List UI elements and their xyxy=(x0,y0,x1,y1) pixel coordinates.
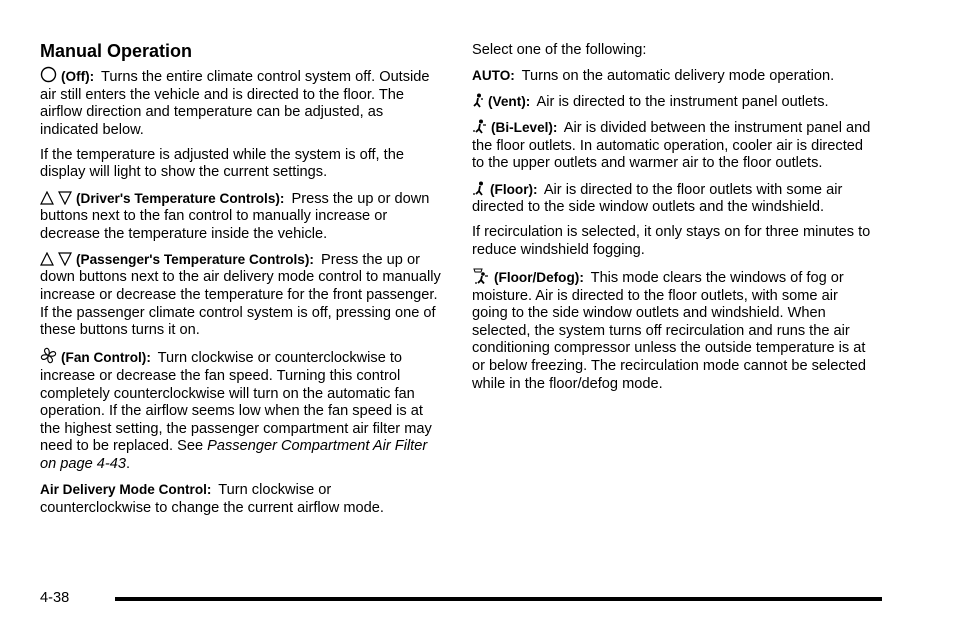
paragraph-fan-control xyxy=(40,347,442,473)
paragraph-floor xyxy=(472,181,872,217)
term-auto: AUTO: xyxy=(472,68,515,84)
triangle-down-icon xyxy=(58,191,72,205)
text-fan-end: . xyxy=(126,455,131,472)
triangle-up-icon xyxy=(40,252,54,266)
term-floor: (Floor): xyxy=(490,181,538,197)
text-floor: Air is directed to the floor outlets with some air directed to the side window outlets and the windshield. xyxy=(472,181,843,216)
cross-reference-link[interactable]: Passenger Compartment Air Filter on page 4-43 xyxy=(40,438,428,472)
term-passenger-temp: (Passenger's Temperature Controls): xyxy=(76,251,314,267)
paragraph-vent xyxy=(472,93,872,112)
term-vent: (Vent): xyxy=(488,94,531,110)
term-bi-level: (Bi-Level): xyxy=(491,120,558,136)
paragraph-passenger-temp xyxy=(40,251,442,340)
text-off: Turns the entire climate control system off. Outside air still enters the vehicle and is directed to the floor. The airflow direction and temperature can be adjusted, as indicated below. xyxy=(40,69,430,138)
right-column xyxy=(472,42,872,401)
text-auto: Turns on the automatic delivery mode operation. xyxy=(521,68,835,85)
paragraph-air-delivery xyxy=(40,481,442,517)
term-driver-temp: (Driver's Temperature Controls): xyxy=(76,190,285,206)
text-passenger-temp: Press the up or down buttons next to the air delivery mode control to manually increase or decrease the temperature for the front passenger. If the passenger climate control system is off, pressing one of these buttons turns it on. xyxy=(40,251,441,339)
triangle-down-icon xyxy=(58,252,72,266)
text-floor-defog: This mode clears the windows of fog or moisture. Air is directed to the floor outlets, with some air going to the side window outlets and windshield. When selected, the system turns off recirculation and runs the air conditioning compressor unless the outside temperature is at or below freezing. The recirculation mode cannot be selected while in the floor/defog mode. xyxy=(472,269,866,392)
triangle-up-icon xyxy=(40,191,54,205)
section-heading: Manual Operation xyxy=(40,41,193,61)
paragraph-select: Select one of the following: xyxy=(472,42,647,58)
paragraph-floor-defog xyxy=(472,267,872,393)
text-bi-level: Air is divided between the instrument panel and the floor outlets. In automatic operation, cooler air is directed to the upper outlets and warmer air to the floor outlets. xyxy=(472,120,871,172)
paragraph-driver-temp xyxy=(40,190,442,244)
footer-rule xyxy=(115,597,882,601)
term-floor-defog: (Floor/Defog): xyxy=(494,269,584,285)
paragraph-auto xyxy=(472,67,872,86)
term-fan-control: (Fan Control): xyxy=(61,350,151,366)
page-number: 4-38 xyxy=(40,590,70,606)
paragraph-recirculation: If recirculation is selected, it only stays on for three minutes to reduce windshield fogging. xyxy=(472,224,871,258)
vent-mode-icon xyxy=(472,93,484,108)
paragraph-bi-level xyxy=(472,119,872,173)
paragraph-adjust: If the temperature is adjusted while the system is off, the display will light to show the current settings. xyxy=(40,146,404,181)
bi-level-mode-icon xyxy=(472,119,487,134)
paragraph-off xyxy=(40,66,442,139)
floor-mode-icon xyxy=(472,181,486,196)
left-column xyxy=(40,40,442,525)
text-driver-temp: Press the up or down buttons next to the fan control to manually increase or decrease the temperature inside the vehicle. xyxy=(40,190,430,242)
power-circle-icon xyxy=(40,66,57,83)
text-vent: Air is directed to the instrument panel outlets. xyxy=(536,94,829,111)
term-off: (Off): xyxy=(61,69,95,84)
floor-defog-mode-icon xyxy=(472,267,490,284)
fan-icon xyxy=(40,347,57,364)
text-air-delivery: Turn clockwise or counterclockwise to change the current airflow mode. xyxy=(40,481,384,516)
term-air-delivery: Air Delivery Mode Control: xyxy=(40,481,212,497)
text-fan-control: Turn clockwise or counterclockwise to increase or decrease the fan speed. Turning this control completely counterclockwise will turn on the automatic fan operation. If the airflow seems low when the fan speed is at the highest setting, the passenger compartment air filter may need to be replaced. See xyxy=(40,350,432,455)
